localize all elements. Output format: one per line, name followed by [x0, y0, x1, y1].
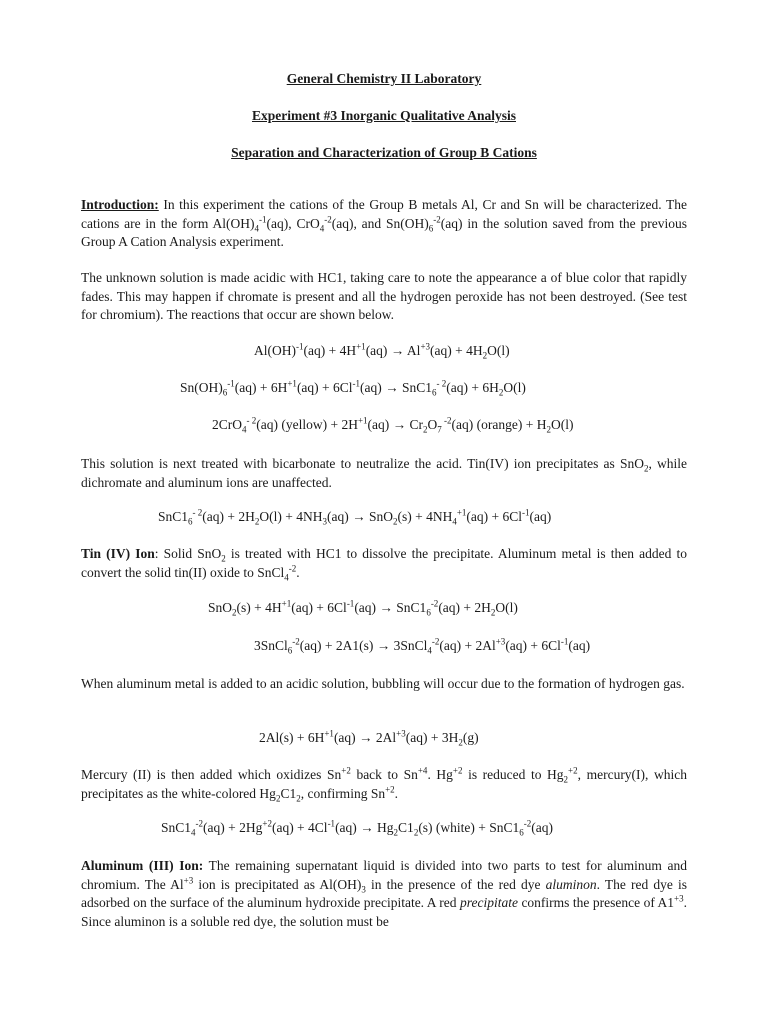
sub: 2 [643, 463, 649, 474]
equation-3 [212, 417, 573, 433]
sub: 2 [232, 607, 237, 618]
sup: +3 [420, 341, 431, 352]
eq-text: (aq) + 2A1(s) → 3SnCl [299, 638, 428, 653]
sub: 2 [413, 827, 419, 838]
sup: -1 [327, 818, 336, 829]
sup: -2 [441, 415, 452, 426]
sub: 2 [393, 827, 399, 838]
eq-text: 2Al(s) + 6H [259, 730, 325, 745]
bicarbonate-paragraph [81, 455, 687, 492]
para-text: : Solid SnO [154, 546, 222, 561]
sup: +2 [568, 765, 578, 776]
eq-text: (aq) (orange) + H [451, 417, 547, 432]
sup: - 2 [192, 507, 203, 518]
eq-text: SnC1 [158, 509, 189, 524]
equation-4 [158, 509, 551, 525]
para-text: back to Sn [350, 767, 418, 782]
sup: +1 [324, 728, 334, 739]
sup: +1 [281, 598, 292, 609]
eq-text: 2CrO [212, 417, 242, 432]
para-text: , while dichromate and aluminum ions are unaffected. [81, 456, 688, 490]
para-text: is reduced to Hg [462, 767, 564, 782]
eq-text: O(l) [503, 380, 526, 395]
sup: +3 [183, 875, 194, 885]
para-text: . [296, 564, 300, 580]
intro-text: (aq), and Sn(OH) [331, 215, 429, 231]
mercury-paragraph [81, 766, 687, 803]
eq-text: (aq) + 2H [438, 600, 491, 615]
intro-label: Introduction: [81, 197, 159, 212]
eq-text: (aq) + 2H [202, 509, 255, 524]
sub: 6 [428, 223, 434, 234]
sub: 2 [482, 350, 488, 361]
eq-text: Sn(OH) [180, 380, 223, 395]
eq-text: O(l) [487, 343, 510, 358]
sup: -2 [195, 818, 204, 829]
sup: -2 [431, 636, 440, 647]
sub: 4 [319, 223, 325, 234]
sub: 2 [221, 553, 226, 564]
aluminum-paragraph [81, 857, 687, 931]
eq-text: (aq) [568, 638, 591, 653]
sup: -1 [352, 378, 361, 389]
tin-paragraph [81, 545, 687, 582]
sup: -1 [259, 214, 267, 224]
sup: -2 [433, 214, 441, 224]
equation-5 [208, 600, 518, 616]
eq-text: (aq) + 4H [430, 343, 483, 358]
sub: 4 [284, 572, 289, 583]
sub: 2 [546, 424, 551, 435]
intro-text: (aq) in the solution saved from the previous Group A Cation Analysis experiment. [81, 215, 688, 249]
sub: 2 [498, 387, 504, 398]
intro-paragraph [81, 196, 687, 252]
equation-8 [161, 820, 553, 836]
sub: 3 [361, 884, 366, 895]
sup: +1 [287, 378, 297, 389]
sup: +2 [452, 765, 463, 776]
equation-1 [254, 343, 510, 359]
eq-text: SnC1 [161, 820, 192, 835]
eq-text: (aq) → Al [365, 343, 421, 358]
eq-text: (g) [462, 730, 479, 745]
sub: 2 [423, 424, 428, 435]
sub: 6 [432, 387, 437, 398]
para-text: ion is precipitated as Al(OH) [193, 876, 362, 892]
eq-text: (aq) + 6H [234, 380, 288, 395]
sup: - 2 [436, 378, 447, 389]
sub: 2 [254, 516, 260, 527]
sup: +3 [396, 728, 406, 739]
sup: +3 [674, 893, 684, 904]
sub: 6 [188, 516, 193, 527]
eq-text: (aq) → Cr [367, 417, 424, 432]
sup: -1 [296, 341, 304, 352]
eq-text: (aq) + 6H [446, 380, 499, 395]
sup: +1 [357, 415, 368, 426]
sup: +4 [417, 765, 428, 776]
sup: +2 [262, 818, 272, 829]
sub: 6 [426, 607, 431, 618]
sub: 4 [254, 223, 259, 234]
sup: -1 [346, 598, 355, 609]
sub: 2 [563, 774, 569, 785]
para-text: is treated with HC1 to dissolve the precipitate. Aluminum metal is then added to convert the solid tin(II) oxide to SnCl [81, 546, 687, 580]
eq-text: (aq) + 3H [405, 730, 459, 745]
para-text: Mercury (II) is then added which oxidizes Sn [81, 767, 342, 782]
eq-text: (s) + 4NH [397, 509, 453, 524]
sub: 7 [437, 424, 442, 435]
para-text: . Hg [427, 767, 453, 782]
eq-text: (aq) + 6Cl [505, 638, 561, 653]
eq-text: (s) + 4H [236, 600, 282, 615]
sub: 2 [490, 607, 496, 618]
eq-text: (aq) + 6Cl [466, 509, 523, 524]
equation-6 [254, 638, 590, 654]
eq-text: O [427, 417, 438, 432]
eq-text: O(l) [550, 417, 574, 432]
sub: 4 [452, 516, 457, 527]
sub: 4 [242, 424, 247, 435]
eq-text: Al(OH) [254, 343, 296, 358]
experiment-title: Experiment #3 Inorganic Qualitative Analysis [251, 108, 516, 123]
sub: 4 [191, 827, 196, 838]
para-text: . [394, 785, 399, 801]
eq-text: (aq) + 4H [303, 343, 357, 358]
para-text: , confirming Sn [300, 785, 386, 801]
tin-label: Tin (IV) Ion [81, 546, 155, 561]
aluminum-label: Aluminum (III) Ion: [81, 858, 204, 873]
precipitate-term: precipitate [459, 895, 518, 910]
sup: +2 [341, 765, 351, 776]
eq-text: 3SnCl [254, 638, 288, 653]
sup: -2 [324, 214, 332, 224]
sub: 2 [296, 793, 301, 804]
sub: 6 [222, 387, 228, 398]
eq-text: (aq) + 6Cl [296, 380, 353, 395]
sup: -2 [288, 563, 297, 573]
eq-text: (aq) (yellow) + 2H [256, 417, 358, 432]
eq-text: (aq) [529, 509, 552, 524]
sup: -2 [292, 636, 300, 647]
sub: 2 [392, 516, 398, 527]
eq-text: (aq) + 6Cl [291, 600, 347, 615]
sub: 6 [287, 645, 293, 656]
para-text: confirms the presence of A1 [517, 895, 675, 910]
eq-text: (aq) [531, 820, 554, 835]
aluminon-term: aluminon [545, 876, 597, 892]
sup: -1 [522, 507, 530, 518]
eq-text: (aq) → SnC1 [360, 380, 433, 395]
sub: 2 [458, 737, 463, 748]
sup: -1 [227, 378, 235, 389]
eq-text: O(l) [495, 600, 518, 615]
para-text: . Since aluminon is a soluble red dye, the solution must be [81, 895, 687, 929]
eq-text: (aq) → Hg [335, 820, 394, 835]
para-text: The remaining supernatant liquid is divided into two parts to test for aluminum and chromium. The Al [81, 858, 688, 892]
section-title: Separation and Characterization of Group B Cations [231, 145, 537, 160]
hydrogen-paragraph: When aluminum metal is added to an acidic solution, bubbling will occur due to the formation of hydrogen gas. [81, 676, 685, 691]
para-text: , mercury(I), which precipitates as the white-colored Hg [81, 767, 687, 801]
eq-text: SnO [208, 600, 233, 615]
eq-text: (aq) → 2Al [333, 730, 397, 745]
para-text: C1 [280, 785, 297, 801]
intro-text: (aq), CrO [266, 215, 320, 231]
para-text: in the presence of the red dye [365, 876, 546, 892]
sup: +3 [495, 636, 506, 647]
eq-text: (s) (white) + SnC1 [418, 820, 520, 835]
eq-text: O(l) + 4NH [259, 509, 323, 524]
equation-2 [180, 380, 526, 396]
equation-7 [259, 730, 479, 746]
sup: -2 [523, 818, 532, 829]
eq-text: (aq) + 2Al [439, 638, 496, 653]
eq-text: (aq) + 4Cl [271, 820, 328, 835]
sub: 2 [275, 793, 281, 804]
para-text: . The red dye is adsorbed on the surface of the aluminum hydroxide precipitate. A red [81, 876, 687, 910]
eq-text: (aq) + 2Hg [203, 820, 263, 835]
sup: +2 [385, 784, 395, 794]
intro-text: In this experiment the cations of the Group B metals Al, Cr and Sn will be characterized. The cations are in the form Al(OH) [81, 197, 687, 231]
sup: -1 [560, 636, 569, 647]
eq-text: C1 [398, 820, 414, 835]
sup: +1 [356, 341, 366, 352]
sup: - 2 [246, 415, 257, 426]
sup: -2 [430, 598, 439, 609]
eq-text: (aq) → SnC1 [354, 600, 427, 615]
sub: 3 [322, 516, 327, 527]
sup: +1 [456, 507, 467, 518]
acidify-paragraph: The unknown solution is made acidic with HC1, taking care to note the appearance a of blue color that rapidly fades. This may happen if chromate is present and all the hydrogen peroxide has not been destroyed. (See test for chromium). The reactions that occur are shown below. [81, 270, 687, 322]
eq-text: (aq) → SnO [326, 509, 393, 524]
course-title: General Chemistry II Laboratory [286, 71, 482, 86]
sub: 4 [427, 645, 432, 656]
sub: 6 [519, 827, 524, 838]
para-text: This solution is next treated with bicarbonate to neutralize the acid. Tin(IV) ion precipitates as SnO [81, 456, 644, 471]
